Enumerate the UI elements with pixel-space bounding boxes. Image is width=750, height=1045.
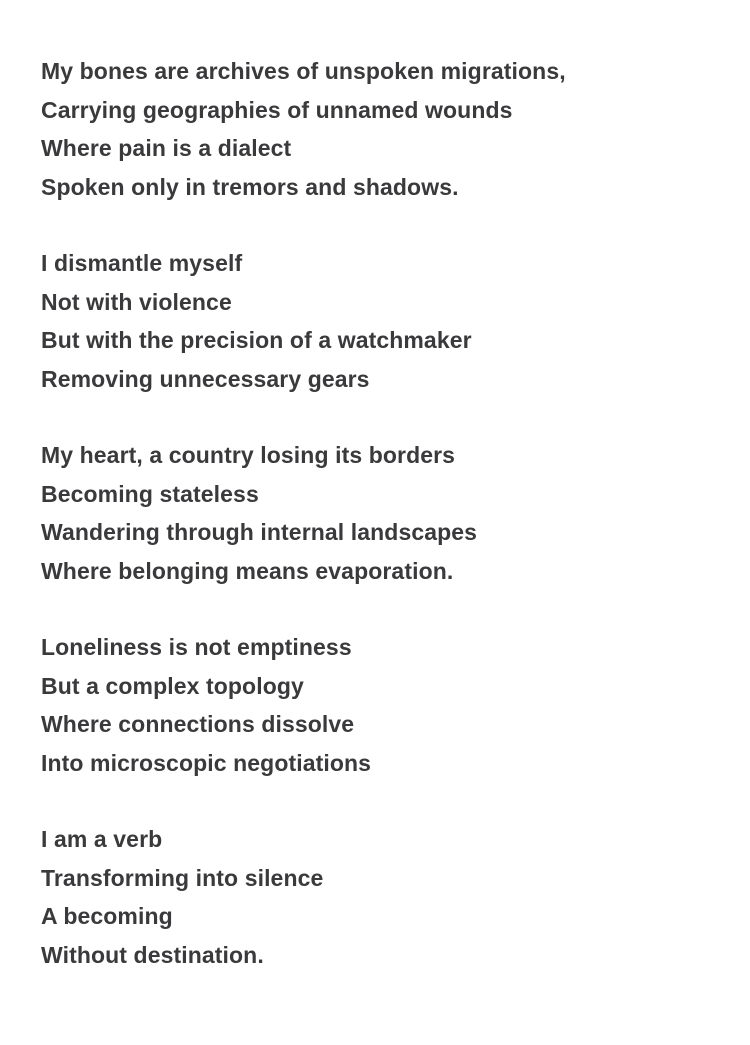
poem-line: Carrying geographies of unnamed wounds [41, 96, 513, 123]
poem-line: Removing unnecessary gears [41, 365, 370, 392]
poem-line: I dismantle myself [41, 250, 243, 276]
stanza [41, 628, 721, 782]
poem-line: Not with violence [41, 288, 232, 315]
poem-line: Where pain is a dialect [41, 135, 292, 161]
stanza [41, 52, 721, 206]
poem-line: Without destination. [41, 941, 264, 968]
poem-line: My bones are archives of unspoken migrations, [41, 58, 566, 84]
poem-line: I am a verb [41, 826, 163, 852]
poem-line: Wandering through internal landscapes [41, 519, 478, 545]
poem-line: Transforming into silence [41, 864, 324, 891]
poem-line: My heart, a country losing its borders [41, 442, 456, 468]
poem [41, 52, 721, 1012]
stanza [41, 244, 721, 398]
poem-line: Into microscopic negotiations [41, 749, 372, 776]
poem-line: Becoming stateless [41, 480, 259, 507]
poem-line: Loneliness is not emptiness [41, 634, 352, 660]
poem-line: Where connections dissolve [41, 711, 355, 737]
poem-line: But a complex topology [41, 672, 304, 699]
poem-line: A becoming [41, 903, 173, 929]
stanza [41, 436, 721, 590]
poem-line: Spoken only in tremors and shadows. [41, 173, 459, 200]
stanza [41, 820, 721, 974]
poem-line: Where belonging means evaporation. [41, 557, 454, 584]
poem-line: But with the precision of a watchmaker [41, 327, 472, 353]
